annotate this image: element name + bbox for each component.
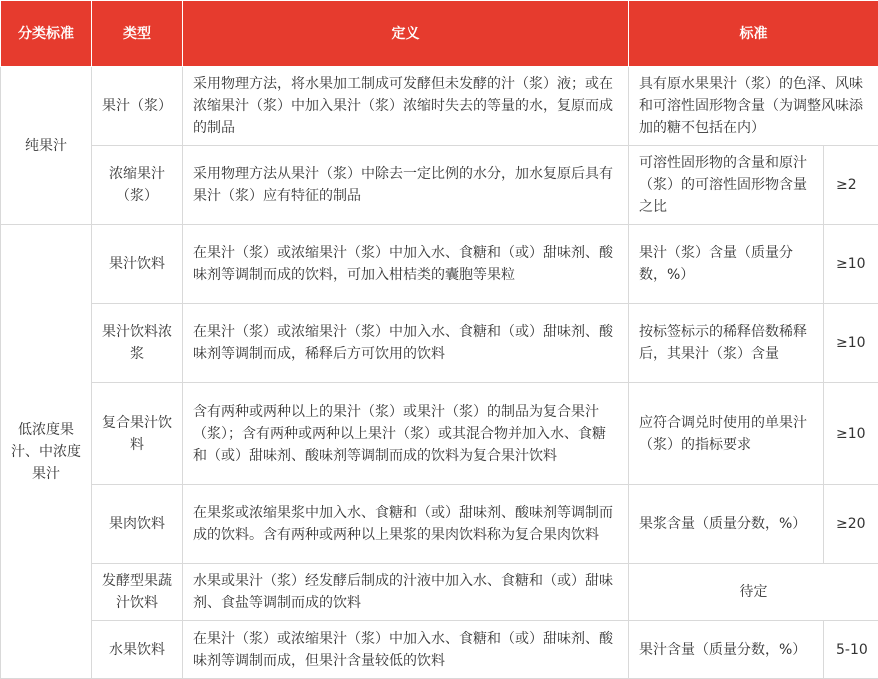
- type-cell: 果肉饮料: [92, 485, 183, 564]
- table-row: [1, 67, 878, 146]
- standard-value-cell: ≥2: [824, 146, 878, 225]
- standard-cell: 果汁（浆）含量（质量分数，%）: [629, 225, 824, 304]
- standard-cell: 果汁含量（质量分数，%）: [629, 621, 824, 679]
- standard-value-cell: ≥10: [824, 383, 878, 485]
- category-cell: 纯果汁: [1, 67, 92, 225]
- standard-value-cell: ≥10: [824, 304, 878, 383]
- definition-cell: 含有两种或两种以上的果汁（浆）或果汁（浆）的制品为复合果汁（浆）；含有两种或两种以上果汁（浆）或其混合物并加入水、食糖和（或）甜味剂、酸味剂等调制而成的饮料为复合果汁饮料: [183, 383, 629, 485]
- table-row: [1, 621, 878, 679]
- table-row: [1, 146, 878, 225]
- table-row: [1, 225, 878, 304]
- definition-cell: 水果或果汁（浆）经发酵后制成的汁液中加入水、食糖和（或）甜味剂、食盐等调制而成的饮料: [183, 564, 629, 621]
- definition-cell: 采用物理方法，将水果加工制成可发酵但未发酵的汁（浆）液；或在浓缩果汁（浆）中加入果汁（浆）浓缩时失去的等量的水，复原而成的制品: [183, 67, 629, 146]
- standard-cell: 可溶性固形物的含量和原汁（浆）的可溶性固形物含量之比: [629, 146, 824, 225]
- standard-value-cell: ≥10: [824, 225, 878, 304]
- standard-value-cell: 5-10: [824, 621, 878, 679]
- definition-cell: 在果浆或浓缩果浆中加入水、食糖和（或）甜味剂、酸味剂等调制而成的饮料。含有两种或两种以上果浆的果肉饮料称为复合果肉饮料: [183, 485, 629, 564]
- header-category: 分类标准: [1, 1, 92, 67]
- header-row: [1, 1, 878, 67]
- category-cell: 低浓度果汁、中浓度果汁: [1, 225, 92, 679]
- header-type: 类型: [92, 1, 183, 67]
- type-cell: 果汁饮料浓浆: [92, 304, 183, 383]
- type-cell: 发酵型果蔬汁饮料: [92, 564, 183, 621]
- type-cell: 水果饮料: [92, 621, 183, 679]
- standard-cell: 按标签标示的稀释倍数稀释后，其果汁（浆）含量: [629, 304, 824, 383]
- table-row: [1, 564, 878, 621]
- definition-cell: 在果汁（浆）或浓缩果汁（浆）中加入水、食糖和（或）甜味剂、酸味剂等调制而成的饮料，可加入柑桔类的囊胞等果粒: [183, 225, 629, 304]
- definition-cell: 在果汁（浆）或浓缩果汁（浆）中加入水、食糖和（或）甜味剂、酸味剂等调制而成，稀释后方可饮用的饮料: [183, 304, 629, 383]
- type-cell: 复合果汁饮料: [92, 383, 183, 485]
- header-standard: 标准: [629, 1, 878, 67]
- table-row: [1, 485, 878, 564]
- definition-cell: 采用物理方法从果汁（浆）中除去一定比例的水分，加水复原后具有果汁（浆）应有特征的制品: [183, 146, 629, 225]
- table-row: [1, 383, 878, 485]
- standard-value-cell: ≥20: [824, 485, 878, 564]
- header-definition: 定义: [183, 1, 629, 67]
- standard-cell: 果浆含量（质量分数，%）: [629, 485, 824, 564]
- standard-cell: 应符合调兑时使用的单果汁（浆）的指标要求: [629, 383, 824, 485]
- table-row: [1, 304, 878, 383]
- type-cell: 果汁（浆）: [92, 67, 183, 146]
- standard-cell: 具有原水果果汁（浆）的色泽、风味和可溶性固形物含量（为调整风味添加的糖不包括在内）: [629, 67, 878, 146]
- definition-cell: 在果汁（浆）或浓缩果汁（浆）中加入水、食糖和（或）甜味剂、酸味剂等调制而成，但果汁含量较低的饮料: [183, 621, 629, 679]
- standard-cell: 待定: [629, 564, 878, 621]
- type-cell: 浓缩果汁（浆）: [92, 146, 183, 225]
- type-cell: 果汁饮料: [92, 225, 183, 304]
